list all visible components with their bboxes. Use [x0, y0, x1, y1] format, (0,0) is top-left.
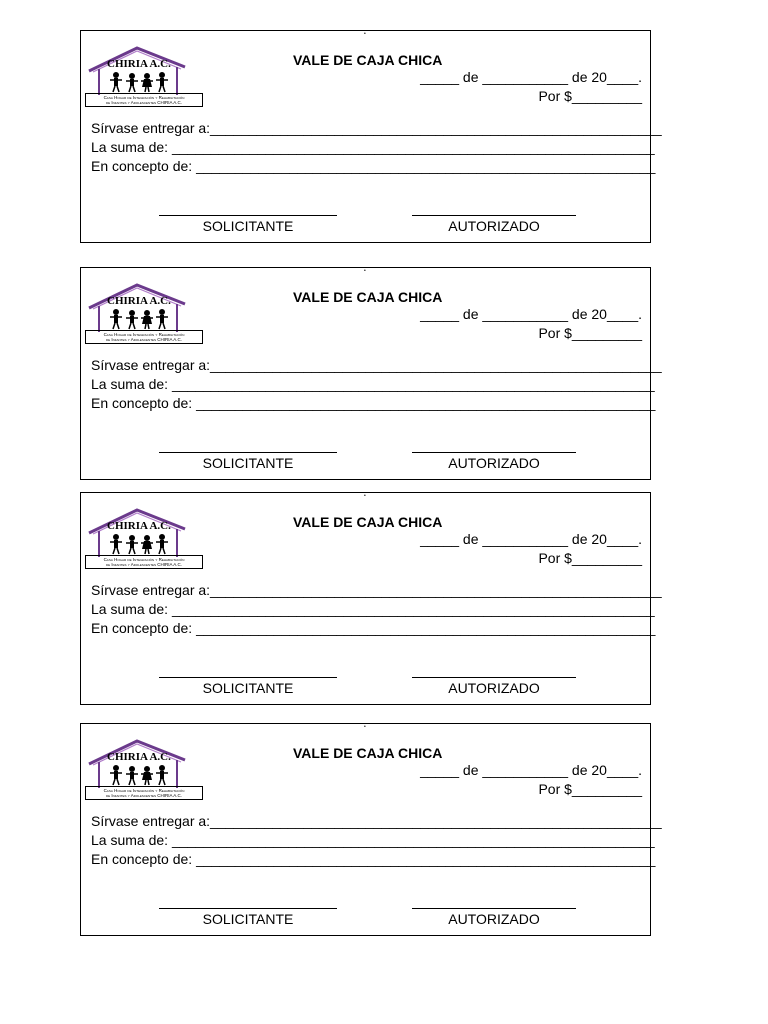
concepto-field[interactable]: En concepto de: ___________________________________________________________: [91, 851, 656, 867]
signature-line: [412, 667, 576, 678]
signature-autorizado[interactable]: [412, 442, 576, 471]
tagline-line-2: de Infantes y Adolescentes CHIRIA A.C.: [105, 100, 183, 105]
signature-label-autorizado: AUTORIZADO: [448, 911, 540, 927]
signature-line: [412, 205, 576, 216]
signature-label-solicitante: SOLICITANTE: [202, 455, 294, 471]
signature-label-solicitante: SOLICITANTE: [202, 911, 294, 927]
signature-solicitante[interactable]: [159, 442, 337, 471]
signature-solicitante[interactable]: [159, 205, 337, 234]
signature-line: [159, 205, 337, 216]
voucher-title: VALE DE CAJA CHICA: [293, 745, 443, 761]
concepto-field[interactable]: En concepto de: ___________________________________________________________: [91, 395, 656, 411]
tagline-line-2: de Infantes y Adolescentes CHIRIA A.C.: [105, 562, 183, 567]
tagline-line-2: de Infantes y Adolescentes CHIRIA A.C.: [105, 337, 183, 342]
date-field[interactable]: _____ de ___________ de 20____.: [420, 306, 642, 322]
suma-field[interactable]: La suma de: ______________________________________________________________: [91, 601, 655, 617]
signature-label-autorizado: AUTORIZADO: [448, 218, 540, 234]
date-field[interactable]: _____ de ___________ de 20____.: [420, 531, 642, 547]
voucher-3: [80, 492, 662, 705]
entregar-field[interactable]: Sírvase entregar a:__________________________________________________________: [91, 813, 662, 829]
signature-label-autorizado: AUTORIZADO: [448, 680, 540, 696]
date-field[interactable]: _____ de ___________ de 20____.: [420, 69, 642, 85]
signature-line: [159, 898, 337, 909]
tagline-line-1: Casa Hogar de Integración y Rehabilitación: [103, 788, 185, 793]
signature-label-solicitante: SOLICITANTE: [202, 680, 294, 696]
tagline-line-1: Casa Hogar de Integración y Rehabilitación: [103, 557, 185, 562]
voucher-4: [80, 723, 662, 936]
corner-mark: •: [364, 268, 366, 274]
amount-field[interactable]: Por $_________: [538, 781, 642, 797]
amount-field[interactable]: Por $_________: [538, 550, 642, 566]
signature-label-autorizado: AUTORIZADO: [448, 455, 540, 471]
tagline-line-1: Casa Hogar de Integración y Rehabilitación: [103, 332, 185, 337]
amount-field[interactable]: Por $_________: [538, 88, 642, 104]
corner-mark: •: [364, 493, 366, 499]
tagline-line-1: Casa Hogar de Integración y Rehabilitación: [103, 95, 185, 100]
signature-label-solicitante: SOLICITANTE: [202, 218, 294, 234]
suma-field[interactable]: La suma de: ______________________________________________________________: [91, 139, 655, 155]
signature-solicitante[interactable]: [159, 898, 337, 927]
entregar-field[interactable]: Sírvase entregar a:__________________________________________________________: [91, 357, 662, 373]
concepto-field[interactable]: En concepto de: ___________________________________________________________: [91, 620, 656, 636]
signature-line: [412, 898, 576, 909]
tagline-line-2: de Infantes y Adolescentes CHIRIA A.C.: [105, 793, 183, 798]
suma-field[interactable]: La suma de: ______________________________________________________________: [91, 832, 655, 848]
voucher-2: [80, 267, 662, 480]
signature-line: [412, 442, 576, 453]
svg-text:CHIRIA A.C.: CHIRIA A.C.: [107, 520, 171, 532]
logo-tagline: [85, 555, 203, 569]
amount-field[interactable]: Por $_________: [538, 325, 642, 341]
svg-text:CHIRIA A.C.: CHIRIA A.C.: [107, 751, 171, 763]
concepto-field[interactable]: En concepto de: ___________________________________________________________: [91, 158, 656, 174]
svg-text:CHIRIA A.C.: CHIRIA A.C.: [107, 295, 171, 307]
entregar-field[interactable]: Sírvase entregar a:__________________________________________________________: [91, 120, 662, 136]
corner-mark: •: [364, 31, 366, 37]
svg-text:CHIRIA A.C.: CHIRIA A.C.: [107, 58, 171, 70]
voucher-title: VALE DE CAJA CHICA: [293, 514, 443, 530]
signature-autorizado[interactable]: [412, 667, 576, 696]
voucher-title: VALE DE CAJA CHICA: [293, 52, 443, 68]
date-field[interactable]: _____ de ___________ de 20____.: [420, 762, 642, 778]
corner-mark: •: [364, 724, 366, 730]
logo-tagline: [85, 786, 203, 800]
signature-line: [159, 442, 337, 453]
signature-autorizado[interactable]: [412, 205, 576, 234]
logo-tagline: [85, 330, 203, 344]
entregar-field[interactable]: Sírvase entregar a:__________________________________________________________: [91, 582, 662, 598]
signature-solicitante[interactable]: [159, 667, 337, 696]
signature-line: [159, 667, 337, 678]
signature-autorizado[interactable]: [412, 898, 576, 927]
suma-field[interactable]: La suma de: ______________________________________________________________: [91, 376, 655, 392]
voucher-title: VALE DE CAJA CHICA: [293, 289, 443, 305]
logo-tagline: [85, 93, 203, 107]
voucher-1: [80, 30, 662, 243]
